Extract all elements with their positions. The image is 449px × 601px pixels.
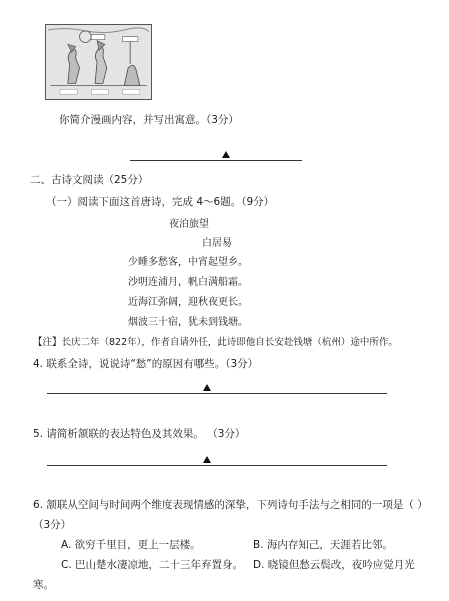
poem-line-3: 近海江弥阔，迎秋夜更长。 [128,297,248,308]
question-6-stem: 6. 颔联从空间与时间两个维度表现情感的深挚，下列诗句手法与之相同的一项是（ ） [33,499,428,511]
cartoon-question: 你简介漫画内容，并写出寓意。（3分） [59,114,239,126]
question-5: 5. 请简析颔联的表达特色及其效果。 （3分） [33,428,246,440]
answer-triangle-4 [203,384,211,391]
poem-line-1: 少睡多愁客，中宵起望乡。 [128,257,248,268]
poem-line-2: 沙明连浦月，帆白满船霜。 [128,277,248,288]
section-heading: 二、古诗文阅读（25分） [30,174,149,186]
poem-title: 夜泊旅望 [169,219,209,230]
poem-note: 【注】长庆二年（822年），作者自请外任，此诗即他自长安赴钱塘（杭州）途中所作。 [33,337,398,348]
answer-line-5 [47,465,387,466]
option-c: C. 巴山楚水凄凉地，二十三年弃置身。 [61,559,244,571]
question-6-score: （3分） [33,519,72,531]
poem-line-4: 烟波三十宿，犹未到钱塘。 [128,317,248,328]
answer-triangle-5 [203,456,211,463]
answer-line-1 [130,160,302,161]
cartoon-image [45,24,152,100]
part-heading: （一）阅读下面这首唐诗，完成 4～6题。（9分） [46,196,275,208]
option-b: B. 海内存知己，天涯若比邻。 [253,539,393,551]
option-d-continued: 寒。 [33,579,54,591]
question-4: 4. 联系全诗，说说诗“愁”的原因有哪些。（3分） [33,358,259,370]
option-a: A. 欲穷千里目，更上一层楼。 [61,539,201,551]
cartoon-drawing [46,25,151,99]
answer-triangle-1 [222,151,230,158]
answer-line-4 [47,393,387,394]
poem-author: 白居易 [202,238,232,249]
option-d: D. 晓镜但愁云鬓改，夜吟应觉月光 [253,559,415,571]
